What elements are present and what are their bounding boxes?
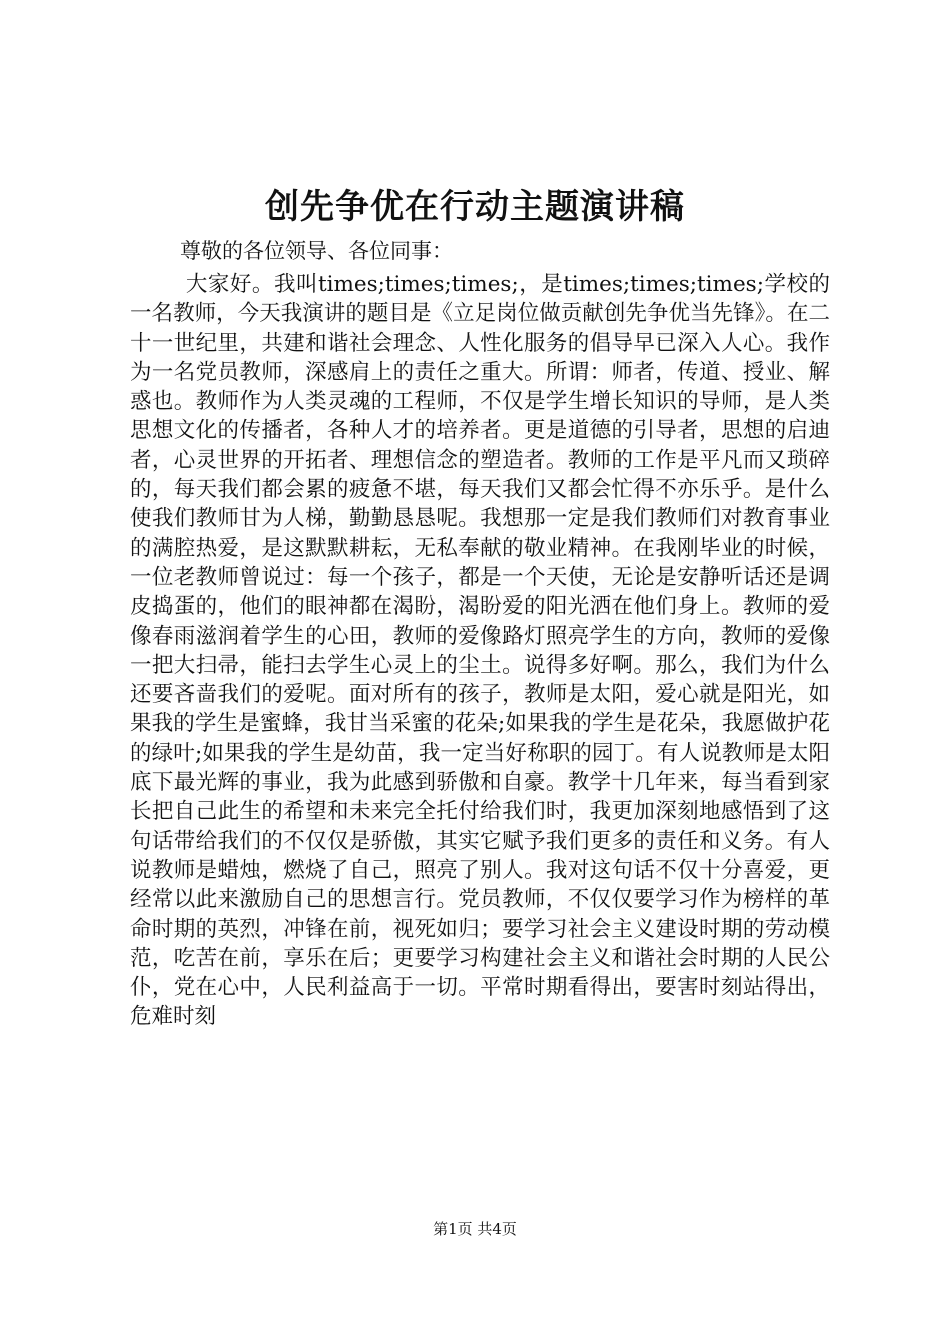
- salutation: 尊敬的各位领导、各位同事：: [180, 239, 453, 263]
- page-indicator: 第1页 共4页: [433, 1220, 517, 1238]
- document-title: 创先争优在行动主题演讲稿: [265, 187, 685, 227]
- body-paragraph: 大家好。我叫times;times;times;，是times;times;times;学校的一名教师，今天我演讲的题目是《立足岗位做贡献创先争优当先锋》。在二十一世纪里，共建和谐社会理念、人性化服务的倡导早已深入人心。我作为一名党员教师，深感肩上的责任之重大。所谓：师者，传道、授业、解惑也。教师作为人类灵魂的工程师，不仅是学生增长知识的导师，是人类思想文化的传播者，各种人才的培养者。更是道德的引导者，思想的启迪者，心灵世界的开拓者、理想信念的塑造者。教师的工作是平凡而又琐碎的，每天我们都会累的疲惫不堪，每天我们又都会忙得不亦乐乎。是什么使我们教师甘为人梯，勤勤恳恳呢。我想那一定是我们教师们对教育事业的满腔热爱，是这默默耕耘，无私奉献的敬业精神。在我刚毕业的时候，一位老教师曾说过：每一个孩子，都是一个天使，无论是安静听话还是调皮捣蛋的，他们的眼神都在渴盼，渴盼爱的阳光洒在他们身上。教师的爱像春雨滋润着学生的心田，教师的爱像路灯照亮学生的方向，教师的爱像一把大扫帚，能扫去学生心灵上的尘土。说得多好啊。那么，我们为什么还要吝啬我们的爱呢。面对所有的孩子，教师是太阳，爱心就是阳光，如果我的学生是蜜蜂，我甘当采蜜的花朵;如果我的学生是花朵，我愿做护花的绿叶;如果我的学生是幼苗，我一定当好称职的园丁。有人说教师是太阳底下最光辉的事业，我为此感到骄傲和自豪。教学十几年来，每当看到家长把自己此生的希望和未来完全托付给我们时，我更加深刻地感悟到了这句话带给我们的不仅仅是骄傲，其实它赋予我们更多的责任和义务。有人说教师是蜡烛，燃烧了自己，照亮了别人。我对这句话不仅十分喜爱，更经常以此来激励自己的思想言行。党员教师，不仅仅要学习作为榜样的革命时期的英烈，冲锋在前，视死如归；要学习社会主义建设时期的劳动模范，吃苦在前，享乐在后；更要学习构建社会主义和谐社会时期的人民公仆，党在心中，人民利益高于一切。平常时期看得出，要害时刻站得出，危难时刻: [130, 272, 830, 1030]
